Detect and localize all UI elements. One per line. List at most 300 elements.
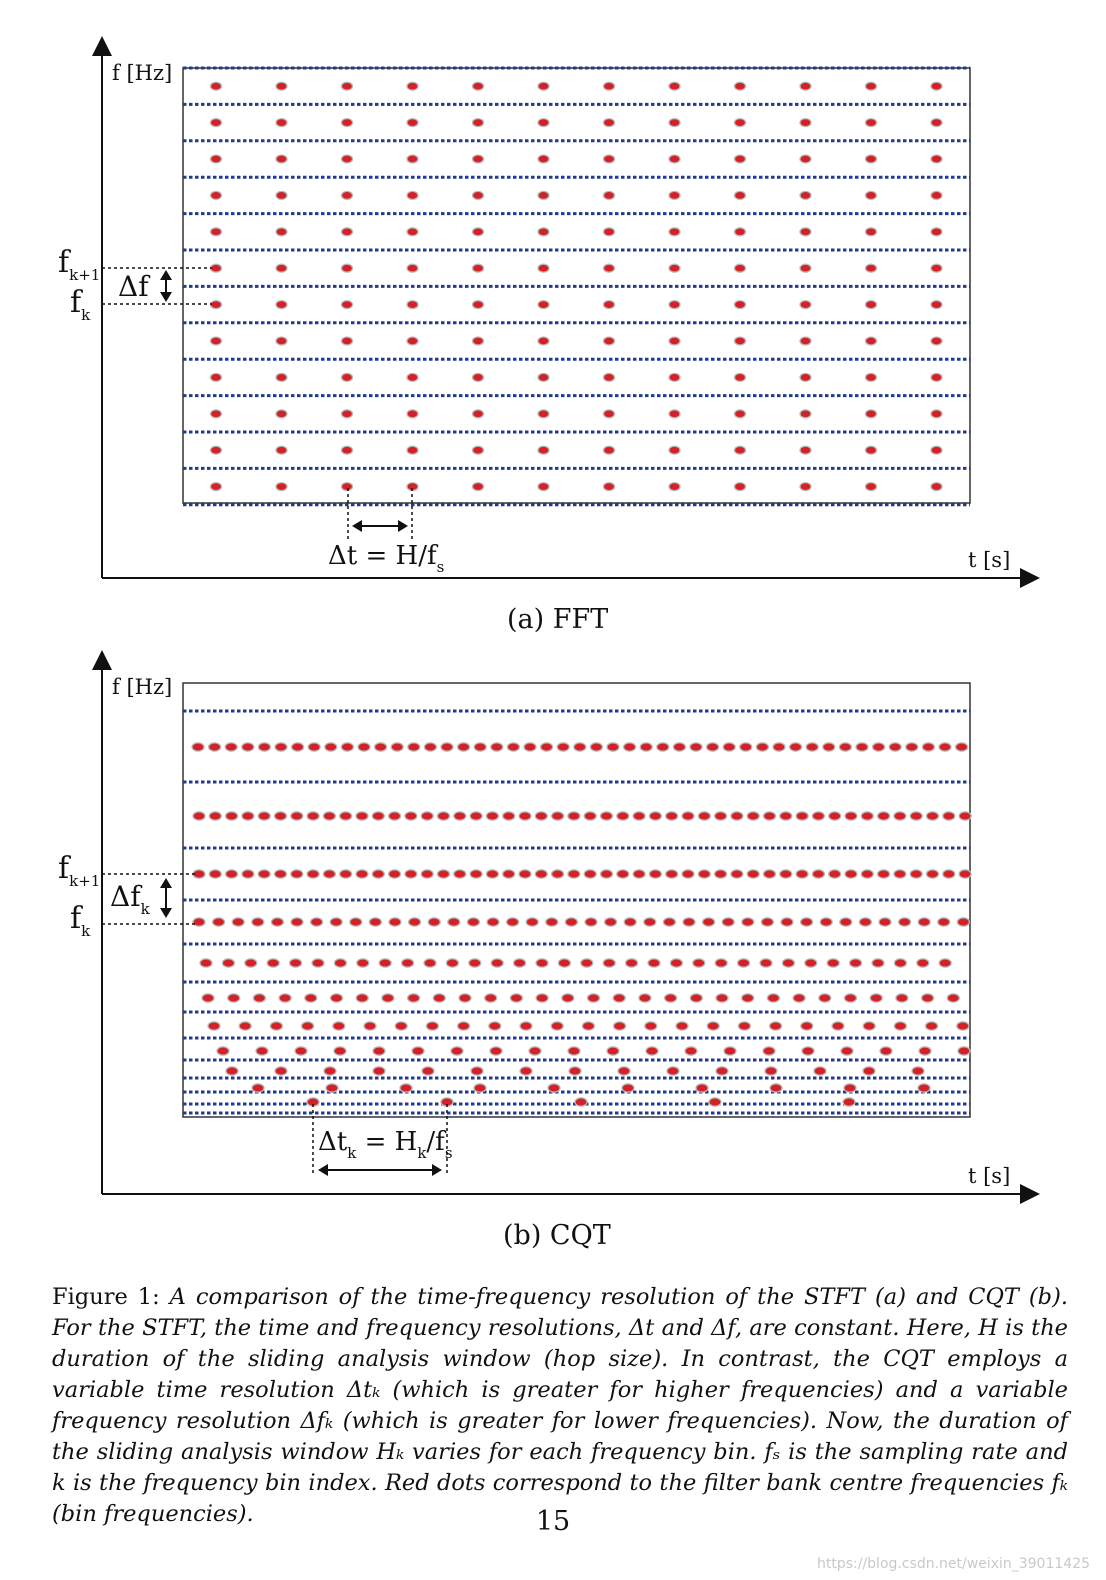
bin-dot <box>256 1047 268 1055</box>
bin-dot <box>773 743 785 751</box>
bin-dot <box>738 1022 750 1030</box>
bin-dot <box>639 994 651 1002</box>
bin-dot <box>211 483 222 491</box>
bin-dot <box>574 743 586 751</box>
bin-dot <box>889 743 901 751</box>
bin-dot <box>715 959 727 967</box>
bin-dot <box>369 918 381 926</box>
bin-dot <box>211 446 222 454</box>
bin-dot <box>938 918 950 926</box>
bin-dot <box>693 959 705 967</box>
bin-dot <box>601 870 613 878</box>
bin-dot <box>538 373 549 381</box>
bin-dot <box>866 446 877 454</box>
panel-b-fk-label: $f_k$ <box>70 901 91 940</box>
bin-dot <box>459 994 471 1002</box>
bin-dot <box>569 1067 581 1075</box>
bin-dot <box>796 870 808 878</box>
bin-dot <box>295 1047 307 1055</box>
bin-dot <box>607 1047 619 1055</box>
bin-dot <box>276 119 287 127</box>
bin-dot <box>538 82 549 90</box>
bin-dot <box>291 918 303 926</box>
bin-dot <box>676 1022 688 1030</box>
bin-dot <box>866 301 877 309</box>
bin-dot <box>389 918 401 926</box>
bin-dot <box>538 119 549 127</box>
bin-dot <box>275 870 287 878</box>
bin-dot <box>584 812 596 820</box>
bin-dot <box>959 812 971 820</box>
bin-dot <box>379 959 391 967</box>
bin-dot <box>486 812 498 820</box>
bin-dot <box>473 446 484 454</box>
bin-dot <box>395 1022 407 1030</box>
bin-dot <box>696 1084 708 1092</box>
bin-dot <box>690 743 702 751</box>
bin-dot <box>829 812 841 820</box>
bin-dot <box>412 1047 424 1055</box>
bin-dot <box>208 1022 220 1030</box>
bin-dot <box>342 337 353 345</box>
bin-dot <box>507 918 519 926</box>
bin-dot <box>242 870 254 878</box>
bin-dot <box>519 870 531 878</box>
bin-dot <box>538 191 549 199</box>
bin-dot <box>844 1084 856 1092</box>
bin-dot <box>605 918 617 926</box>
bin-dot <box>618 1067 630 1075</box>
panel-a-y-arrow <box>92 36 112 56</box>
bin-dot <box>520 1067 532 1075</box>
bin-dot <box>738 959 750 967</box>
bin-dot <box>334 1047 346 1055</box>
bin-dot <box>866 191 877 199</box>
bin-dot <box>584 870 596 878</box>
bin-dot <box>735 410 746 418</box>
bin-dot <box>302 1022 314 1030</box>
bin-dot <box>863 1022 875 1030</box>
bin-dot <box>682 870 694 878</box>
bin-dot <box>698 870 710 878</box>
bin-dot <box>703 918 715 926</box>
panel-b-delta-tk-label: $\Delta t_k = H_k/f_s$ <box>318 1127 453 1162</box>
bin-dot <box>742 918 754 926</box>
bin-dot <box>707 1022 719 1030</box>
bin-dot <box>669 228 680 236</box>
bin-dot <box>226 812 238 820</box>
bin-dot <box>239 1022 251 1030</box>
panel-b-x-arrow <box>1020 1184 1040 1204</box>
bin-dot <box>820 918 832 926</box>
bin-dot <box>931 410 942 418</box>
bin-dot <box>939 743 951 751</box>
bin-dot <box>607 743 619 751</box>
bin-dot <box>276 191 287 199</box>
bin-dot <box>931 373 942 381</box>
bin-dot <box>683 918 695 926</box>
bin-dot <box>747 812 759 820</box>
bin-dot <box>428 918 440 926</box>
bin-dot <box>742 994 754 1002</box>
bin-dot <box>565 918 577 926</box>
bin-dot <box>735 446 746 454</box>
bin-dot <box>581 959 593 967</box>
page-number: 15 <box>535 1506 571 1537</box>
bin-dot <box>731 812 743 820</box>
bin-dot <box>441 743 453 751</box>
bin-dot <box>546 918 558 926</box>
bin-dot <box>276 483 287 491</box>
panel-b-y-arrow <box>92 650 112 670</box>
bin-dot <box>740 743 752 751</box>
bin-dot <box>613 994 625 1002</box>
bin-dot <box>473 301 484 309</box>
bin-dot <box>485 994 497 1002</box>
bin-dot <box>209 870 221 878</box>
bin-dot <box>709 1098 721 1106</box>
bin-dot <box>458 743 470 751</box>
bin-dot <box>800 191 811 199</box>
bin-dot <box>603 959 615 967</box>
bin-dot <box>267 959 279 967</box>
bin-dot <box>878 870 890 878</box>
bin-dot <box>325 743 337 751</box>
bin-dot <box>667 1067 679 1075</box>
bin-dot <box>307 812 319 820</box>
bin-dot <box>356 812 368 820</box>
bin-dot <box>473 155 484 163</box>
bin-dot <box>604 373 615 381</box>
bin-dot <box>814 1067 826 1075</box>
bin-dot <box>290 959 302 967</box>
bin-dot <box>271 918 283 926</box>
bin-dot <box>473 191 484 199</box>
bin-dot <box>878 812 890 820</box>
bin-dot <box>222 959 234 967</box>
bin-dot <box>626 959 638 967</box>
bin-dot <box>211 373 222 381</box>
bin-dot <box>819 994 831 1002</box>
bin-dot <box>382 994 394 1002</box>
watermark: https://blog.csdn.net/weixin_39011425 <box>816 1556 1090 1572</box>
bin-dot <box>931 337 942 345</box>
bin-dot <box>211 155 222 163</box>
bin-dot <box>487 918 499 926</box>
bin-dot <box>669 191 680 199</box>
bin-dot <box>536 994 548 1002</box>
bin-dot <box>922 743 934 751</box>
bin-dot <box>604 301 615 309</box>
bin-dot <box>276 264 287 272</box>
bin-dot <box>448 918 460 926</box>
bin-dot <box>735 483 746 491</box>
bin-dot <box>333 1022 345 1030</box>
bin-dot <box>601 812 613 820</box>
bin-dot <box>669 301 680 309</box>
bin-dot <box>685 1047 697 1055</box>
bin-dot <box>827 959 839 967</box>
bin-dot <box>800 119 811 127</box>
bin-dot <box>931 301 942 309</box>
bin-dot <box>342 264 353 272</box>
bin-dot <box>663 918 675 926</box>
bin-dot <box>707 743 719 751</box>
bin-dot <box>489 1022 501 1030</box>
bin-dot <box>473 410 484 418</box>
bin-dot <box>275 1067 287 1075</box>
bin-dot <box>943 870 955 878</box>
bin-dot <box>931 228 942 236</box>
bin-dot <box>438 812 450 820</box>
bin-dot <box>604 483 615 491</box>
panel-b-x-axis-label: t [s] <box>968 1164 1011 1188</box>
bin-dot <box>800 483 811 491</box>
bin-dot <box>242 743 254 751</box>
bin-dot <box>407 410 418 418</box>
bin-dot <box>800 264 811 272</box>
bin-dot <box>491 743 503 751</box>
bin-dot <box>879 918 891 926</box>
bin-dot <box>666 812 678 820</box>
bin-dot <box>800 337 811 345</box>
bin-dot <box>324 1067 336 1075</box>
bin-dot <box>407 301 418 309</box>
bin-dot <box>408 743 420 751</box>
bin-dot <box>669 337 680 345</box>
bin-dot <box>308 743 320 751</box>
bin-dot <box>926 1022 938 1030</box>
bin-dot <box>279 994 291 1002</box>
bin-dot <box>292 743 304 751</box>
bin-dot <box>342 446 353 454</box>
bin-dot <box>402 959 414 967</box>
bin-dot <box>407 264 418 272</box>
bin-dot <box>866 410 877 418</box>
bin-dot <box>873 743 885 751</box>
bin-dot <box>747 870 759 878</box>
bin-dot <box>474 743 486 751</box>
bin-dot <box>780 870 792 878</box>
bin-dot <box>604 119 615 127</box>
bin-dot <box>922 994 934 1002</box>
panel-b-delta-tk-arrow <box>318 1164 442 1176</box>
figure-caption <box>52 1282 1068 1530</box>
bin-dot <box>959 870 971 878</box>
bin-dot <box>409 918 421 926</box>
bin-dot <box>469 959 481 967</box>
bin-dot <box>859 918 871 926</box>
bin-dot <box>861 812 873 820</box>
bin-dot <box>446 959 458 967</box>
bin-dot <box>780 812 792 820</box>
bin-dot <box>863 1067 875 1075</box>
bin-dot <box>538 228 549 236</box>
bin-dot <box>800 446 811 454</box>
bin-dot <box>454 812 466 820</box>
bin-dot <box>503 870 515 878</box>
bin-dot <box>669 410 680 418</box>
bin-dot <box>894 959 906 967</box>
caption-prefix: Figure 1: <box>52 1284 160 1310</box>
bin-dot <box>405 812 417 820</box>
bin-dot <box>866 373 877 381</box>
bin-dot <box>805 959 817 967</box>
bin-dot <box>326 1084 338 1092</box>
bin-dot <box>802 1047 814 1055</box>
bin-dot <box>538 301 549 309</box>
bin-dot <box>529 1047 541 1055</box>
bin-dot <box>927 870 939 878</box>
bin-dot <box>731 870 743 878</box>
bin-dot <box>211 228 222 236</box>
bin-dot <box>806 743 818 751</box>
bin-dot <box>407 191 418 199</box>
bin-dot <box>957 918 969 926</box>
bin-dot <box>275 743 287 751</box>
bin-dot <box>931 82 942 90</box>
bin-dot <box>193 812 205 820</box>
bin-dot <box>526 918 538 926</box>
bin-dot <box>389 870 401 878</box>
bin-dot <box>276 228 287 236</box>
bin-dot <box>764 870 776 878</box>
bin-dot <box>640 743 652 751</box>
bin-dot <box>604 155 615 163</box>
bin-dot <box>357 959 369 967</box>
bin-dot <box>372 870 384 878</box>
bin-dot <box>270 1022 282 1030</box>
bin-dot <box>604 446 615 454</box>
bin-dot <box>666 870 678 878</box>
bin-dot <box>896 994 908 1002</box>
bin-dot <box>800 228 811 236</box>
bin-dot <box>845 812 857 820</box>
bin-dot <box>307 870 319 878</box>
bin-dot <box>918 918 930 926</box>
bin-dot <box>258 812 270 820</box>
bin-dot <box>535 812 547 820</box>
bin-dot <box>781 918 793 926</box>
bin-dot <box>770 1022 782 1030</box>
bin-dot <box>200 959 212 967</box>
bin-dot <box>866 264 877 272</box>
bin-dot <box>193 918 205 926</box>
panel-a <box>58 36 1040 588</box>
bin-dot <box>645 1022 657 1030</box>
bin-dot <box>451 1047 463 1055</box>
bin-dot <box>422 1067 434 1075</box>
bin-dot <box>866 155 877 163</box>
bin-dot <box>242 812 254 820</box>
bin-dot <box>342 155 353 163</box>
bin-dot <box>715 812 727 820</box>
bin-dot <box>342 191 353 199</box>
bin-dot <box>723 743 735 751</box>
bin-dot <box>927 812 939 820</box>
bin-dot <box>421 870 433 878</box>
bin-dot <box>866 82 877 90</box>
bin-dot <box>228 994 240 1002</box>
bin-dot <box>520 1022 532 1030</box>
bin-dot <box>538 446 549 454</box>
bin-dot <box>342 373 353 381</box>
bin-dot <box>669 119 680 127</box>
bin-dot <box>665 994 677 1002</box>
bin-dot <box>910 812 922 820</box>
bin-dot <box>341 743 353 751</box>
bin-dot <box>931 483 942 491</box>
bin-dot <box>793 994 805 1002</box>
bin-dot <box>548 1084 560 1092</box>
bin-dot <box>590 743 602 751</box>
bin-dot <box>568 870 580 878</box>
bin-dot <box>894 812 906 820</box>
bin-dot <box>735 301 746 309</box>
panel-a-x-axis-label: t [s] <box>968 548 1011 572</box>
bin-dot <box>764 812 776 820</box>
bin-dot <box>407 373 418 381</box>
bin-dot <box>801 1022 813 1030</box>
bin-dot <box>211 191 222 199</box>
bin-dot <box>690 994 702 1002</box>
panel-b-y-axis-label: f [Hz] <box>112 675 173 699</box>
bin-dot <box>510 994 522 1002</box>
panel-a-delta-f-label: Δf <box>118 270 149 303</box>
bin-dot <box>400 1084 412 1092</box>
bin-dot <box>473 82 484 90</box>
bin-dot <box>880 1047 892 1055</box>
bin-dot <box>957 1022 969 1030</box>
bin-dot <box>649 870 661 878</box>
bin-dot <box>276 373 287 381</box>
bin-dot <box>305 994 317 1002</box>
bin-dot <box>624 918 636 926</box>
bin-dot <box>918 1084 930 1092</box>
bin-dot <box>358 743 370 751</box>
bin-dot <box>405 870 417 878</box>
bin-dot <box>491 959 503 967</box>
bin-dot <box>669 483 680 491</box>
bin-dot <box>604 228 615 236</box>
bin-dot <box>454 870 466 878</box>
bin-dot <box>633 870 645 878</box>
bin-dot <box>716 1067 728 1075</box>
panel-a-delta-f-arrow <box>160 270 172 302</box>
bin-dot <box>604 191 615 199</box>
bin-dot <box>342 483 353 491</box>
bin-dot <box>866 483 877 491</box>
bin-dot <box>421 812 433 820</box>
bin-dot <box>424 743 436 751</box>
bin-dot <box>790 743 802 751</box>
bin-dot <box>211 337 222 345</box>
bin-dot <box>372 812 384 820</box>
bin-dot <box>407 337 418 345</box>
bin-dot <box>722 918 734 926</box>
bin-dot <box>538 410 549 418</box>
bin-dot <box>624 743 636 751</box>
bin-dot <box>956 743 968 751</box>
bin-dot <box>617 812 629 820</box>
bin-dot <box>735 155 746 163</box>
bin-dot <box>211 82 222 90</box>
bin-dot <box>538 337 549 345</box>
bin-dot <box>276 446 287 454</box>
bin-dot <box>538 264 549 272</box>
bin-dot <box>192 743 204 751</box>
bin-dot <box>538 483 549 491</box>
